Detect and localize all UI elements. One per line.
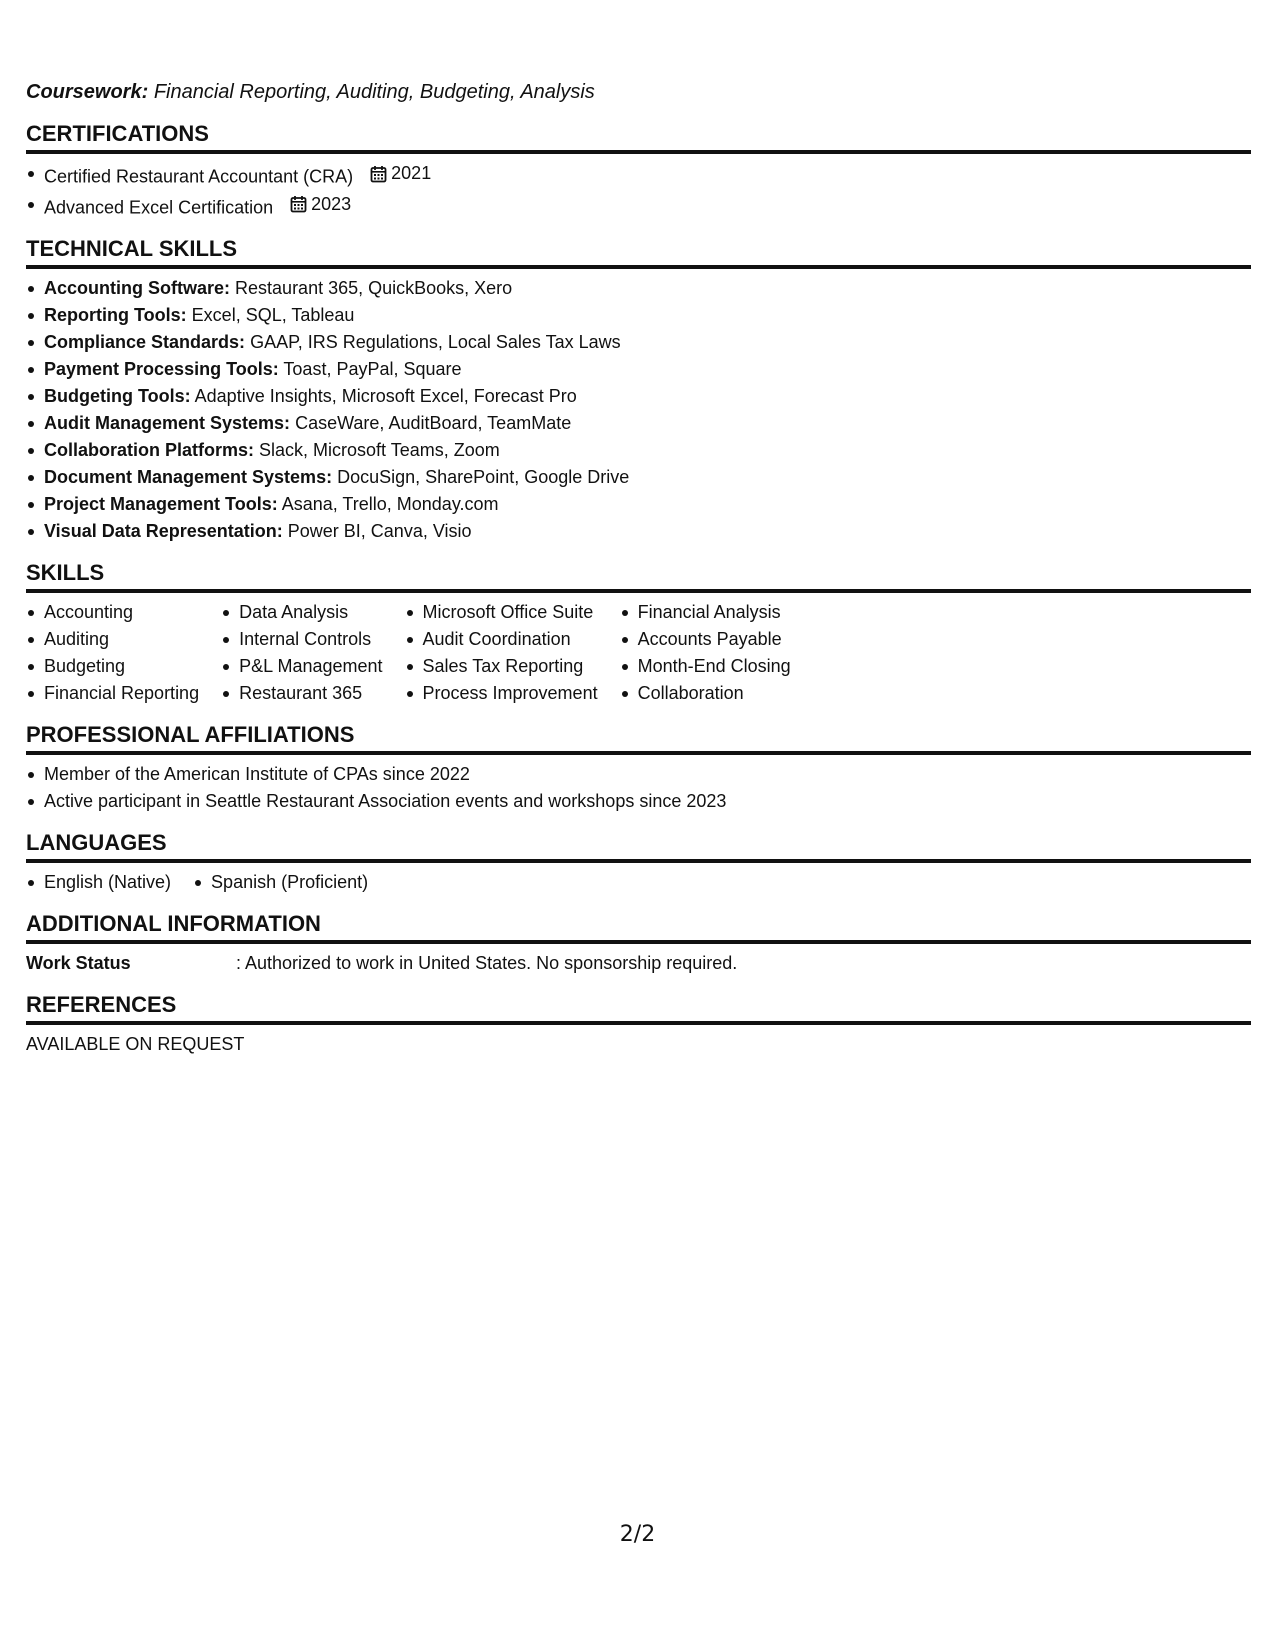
references-section: [26, 991, 1251, 1058]
skill-category: Accounting Software:: [44, 278, 231, 298]
page-number: 2/2: [619, 1522, 656, 1547]
list-item: Collaboration: [620, 680, 791, 707]
list-item: Audit Coordination: [405, 626, 598, 653]
section-heading: PROFESSIONAL AFFILIATIONS: [26, 721, 1251, 755]
coursework-line: [26, 78, 1251, 106]
section-heading: REFERENCES: [26, 991, 1251, 1025]
list-item: Sales Tax Reporting: [405, 653, 598, 680]
skill-tools: GAAP, IRS Regulations, Local Sales Tax Laws: [250, 332, 621, 352]
skill-category: Budgeting Tools:: [44, 386, 191, 406]
certification-year: 2023: [311, 193, 352, 214]
skills-section: [26, 559, 1251, 707]
skill-tools: DocuSign, SharePoint, Google Drive: [337, 467, 630, 487]
list-item: Microsoft Office Suite: [405, 599, 598, 626]
skill-tools: Restaurant 365, QuickBooks, Xero: [235, 278, 513, 298]
list-item: [26, 518, 1251, 545]
list-item: Month-End Closing: [620, 653, 791, 680]
list-item: Internal Controls: [221, 626, 382, 653]
skill-tools: Toast, PayPal, Square: [283, 359, 462, 379]
additional-info-section: [26, 910, 1251, 977]
list-item: [26, 160, 1251, 191]
work-status-value: : Authorized to work in United States. No sponsorship required.: [236, 953, 738, 973]
certification-name: Advanced Excel Certification: [44, 197, 274, 217]
skill-category: Compliance Standards:: [44, 332, 246, 352]
section-heading: ADDITIONAL INFORMATION: [26, 910, 1251, 944]
certifications-section: [26, 120, 1251, 221]
skills-column: [26, 599, 199, 707]
certifications-list: [26, 160, 1251, 221]
languages-section: [26, 829, 1251, 896]
list-item: [26, 329, 1251, 356]
list-item: English (Native): [26, 869, 171, 896]
section-heading: TECHNICAL SKILLS: [26, 235, 1251, 269]
skills-grid: [26, 599, 1251, 707]
skill-category: Collaboration Platforms:: [44, 440, 255, 460]
skill-tools: CaseWare, AuditBoard, TeamMate: [295, 413, 572, 433]
skill-category: Visual Data Representation:: [44, 521, 283, 541]
coursework-label: Coursework:: [26, 81, 149, 103]
skill-tools: Excel, SQL, Tableau: [191, 305, 355, 325]
certification-name: Certified Restaurant Accountant (CRA): [44, 166, 354, 187]
list-item: Data Analysis: [221, 599, 382, 626]
list-item: Member of the American Institute of CPAs since 2022: [26, 761, 1251, 788]
list-item: P&L Management: [221, 653, 382, 680]
list-item: Accounting: [26, 599, 199, 626]
technical-skills-list: [26, 275, 1251, 545]
skill-category: Reporting Tools:: [44, 305, 187, 325]
technical-skills-section: [26, 235, 1251, 545]
list-item: Process Improvement: [405, 680, 598, 707]
section-heading: CERTIFICATIONS: [26, 120, 1251, 154]
list-item: Spanish (Proficient): [193, 869, 368, 896]
skills-column: [405, 599, 598, 707]
list-item: [26, 437, 1251, 464]
languages-list: [26, 869, 1251, 896]
skill-category: Audit Management Systems:: [44, 413, 291, 433]
work-status-label: Work Status: [26, 953, 131, 973]
certification-date: [370, 160, 431, 187]
list-item: Financial Analysis: [620, 599, 791, 626]
calendar-icon: [290, 195, 307, 213]
list-item: Accounts Payable: [620, 626, 791, 653]
list-item: [26, 410, 1251, 437]
list-item: Auditing: [26, 626, 199, 653]
section-heading: SKILLS: [26, 559, 1251, 593]
skill-tools: Asana, Trello, Monday.com: [281, 494, 499, 514]
skill-category: Payment Processing Tools:: [44, 359, 279, 379]
skill-tools: Power BI, Canva, Visio: [287, 521, 472, 541]
skills-column: [620, 599, 791, 707]
list-item: [26, 275, 1251, 302]
references-text: AVAILABLE ON REQUEST: [26, 1034, 245, 1054]
list-item: [26, 356, 1251, 383]
certification-year: 2021: [391, 163, 432, 183]
resume-page: [26, 78, 1251, 1072]
affiliations-section: [26, 721, 1251, 815]
section-heading: LANGUAGES: [26, 829, 1251, 863]
list-item: [26, 383, 1251, 410]
skill-category: Project Management Tools:: [44, 494, 278, 514]
list-item: Financial Reporting: [26, 680, 199, 707]
skill-tools: Slack, Microsoft Teams, Zoom: [259, 440, 500, 460]
list-item: [26, 491, 1251, 518]
coursework-value: Financial Reporting, Auditing, Budgeting, Analysis: [153, 81, 595, 103]
list-item: [26, 302, 1251, 329]
calendar-icon: [370, 165, 387, 183]
list-item: [26, 191, 1251, 222]
list-item: Restaurant 365: [221, 680, 382, 707]
work-status-row: [26, 950, 1251, 977]
skill-tools: Adaptive Insights, Microsoft Excel, Forecast Pro: [194, 386, 577, 406]
list-item: [26, 464, 1251, 491]
certification-date: [290, 191, 351, 218]
affiliations-list: [26, 761, 1251, 815]
list-item: Active participant in Seattle Restaurant Association events and workshops since 2023: [26, 788, 1251, 815]
skill-category: Document Management Systems:: [44, 467, 333, 487]
skills-column: [221, 599, 382, 707]
list-item: Budgeting: [26, 653, 199, 680]
